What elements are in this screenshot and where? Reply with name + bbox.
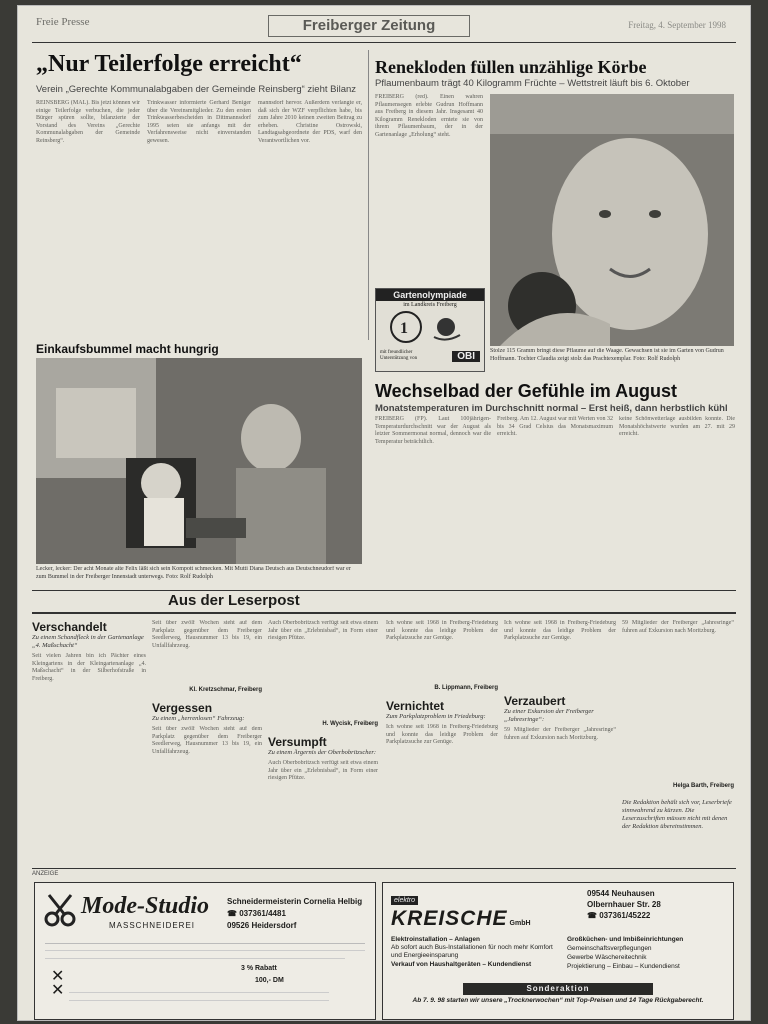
letter-body: Auch Oberbobritzsch verfügt seit etwa einem Jahr über ein „Erlebnisbad“, in Form einer riesigen Pfütze.: [268, 620, 378, 642]
letter-subtitle: Zum Parkplatzproblem in Friedeburg:: [386, 713, 486, 720]
service-item: Elektroinstallation – Anlagen: [391, 936, 480, 943]
newspaper-page: [18, 6, 750, 1020]
ad2-services-right: [567, 935, 727, 971]
mode-studio-logo: Mode-Studio: [81, 893, 210, 919]
plum-photo-caption: Stolze 115 Gramm bringt diese Pflaume auf die Waage. Gewachsen ist sie im Garten von Gudrun Hoffmann. Tochter Claudia zeigt stolz das Prachtexemplar. Foto: Rolf Rudolph: [490, 348, 724, 362]
letter-title: Verzaubert: [504, 694, 566, 708]
ad1-offer1-amount: 3 % Rabatt: [241, 965, 277, 972]
article3-headline: Einkaufsbummel macht hungrig: [36, 342, 219, 356]
gartenolympiade-logo: [375, 288, 485, 372]
letter-body-2: 59 Mitglieder der Freiberger „Jahresringe“ fuhren auf Exkursion nach Moritzburg.: [504, 727, 616, 741]
letter-signature: Helga Barth, Freiberg: [672, 783, 734, 789]
obi-logo: OBI: [452, 351, 480, 362]
scissors-icon: [41, 891, 79, 929]
article1-col2: Trinkwasser informierte Gerhard Beniger über die Vereinsmitglieder. Zu den ersten Trinkwasserbescheiden in Dittmannsdorf 1995 seien sie anfangs mit der Verfahrensweise nicht einverstanden gewesen.: [147, 100, 251, 144]
letter-body-2: Auch Oberbobritzsch verfügt seit etwa einem Jahr über ein „Erlebnisbad“, in Form einer riesigen Pfütze.: [268, 760, 378, 782]
letter-vergessen: [152, 620, 262, 866]
letter-verzaubert-cont: [622, 620, 734, 831]
sonderaktion-label: Sonderaktion: [463, 983, 653, 995]
ad2-services-left: [391, 935, 559, 969]
article1-subline: Verein „Gerechte Kommunalabgaben der Gemeinde Reinsberg“ zieht Bilanz: [36, 84, 357, 95]
kreische-logo: [391, 889, 541, 930]
kreische-logo-small: elektro: [391, 896, 418, 905]
svg-text:1: 1: [400, 320, 408, 337]
article1-col1: REINSBERG (MAL). Bis jetzt können wir einige Teilerfolge verbuchen, die jeder Bürger spüren sollte, bilanzierte der Vorstand des Vereins „Gerechte Kommunalabgaben der Gemeinde Reinsberg“.: [36, 100, 140, 144]
letter-body-2: Seit über zwölf Wochen steht auf dem Parkplatz gegenüber dem Freiberger Seedlerweg, Hausnummer 13 bis 19, ein Unfallfahrzeug.: [152, 726, 262, 755]
letter-subtitle: Zu einer Exkursion der Freiberger „Jahresringe“:: [504, 708, 594, 723]
ad1-address: 09526 Heidersdorf: [227, 921, 297, 930]
service-item: Großküchen- und Imbißeinrichtungen: [567, 936, 684, 943]
logo-subtitle: im Landkreis Freiberg: [403, 302, 457, 308]
article2-headline: Renekloden füllen unzählige Körbe: [375, 57, 647, 77]
letter-subtitle: Zu einem Schandfleck in der Gartenanlage „4. Maßschacht“: [32, 634, 144, 649]
plum-photo: [490, 94, 734, 346]
ad-elektro-kreische: [382, 882, 734, 1020]
letter-signature: B. Lippmann, Freiberg: [434, 685, 498, 691]
olympic-emblem-icon: [376, 309, 482, 345]
section-rule-bottom: [32, 612, 736, 614]
anzeige-label: ANZEIGE: [32, 871, 59, 877]
letter-title: Vergessen: [152, 701, 213, 715]
section-rule-top: [32, 590, 736, 591]
service-item: Verkauf von Haushaltgeräten – Kundendienst: [391, 961, 532, 968]
letter-body: Ich wohne seit 1968 in Freiberg-Friedeburg und konnte das leidige Problem der Parkplatzsuche zur Genüge.: [386, 620, 498, 642]
article2-col: FREIBERG (red). Einen wahren Pflaumensegen erlebte Gudrun Hoffmann aus Freiberg in diesem Jahr. Insgesamt 40 Kilogramm Renekloden erntete sie von ihrem Pflaumenbaum, der in der Gartenanlage „Erholung“ steht.: [375, 94, 483, 138]
letter-verzaubert-intro: [504, 620, 616, 867]
cross-icon: ✕: [51, 982, 65, 999]
letter-signature: H. Wycisk, Freiberg: [322, 721, 378, 727]
masthead-date: Freitag, 4. September 1998: [628, 20, 726, 30]
letter-signature: Kl. Kretzschmar, Freiberg: [189, 687, 262, 693]
mode-studio-subtitle: MASSCHNEIDEREI: [109, 921, 196, 930]
letter-versumpft: [268, 620, 378, 862]
letter-subtitle: Zu einem Ärgernis der Oberbobritzscher:: [268, 749, 377, 756]
article4-col3: keine Schönwetterlage ausbilden konnte. Die Monatshöchstwerte wurden am 27. mit 29 erreicht.: [619, 416, 735, 438]
logo-sponsor-text: mit freundlicher Unterstützung von: [380, 350, 418, 361]
letter-body: 59 Mitglieder der Freiberger „Jahresringe“ fuhren auf Exkursion nach Moritzburg.: [622, 620, 734, 634]
service-item: Projektierung – Einbau – Kundendienst: [567, 963, 680, 970]
letter-body-2: Ich wohne seit 1968 in Freiberg-Friedeburg und konnte das leidige Problem der Parkplatzsuche zur Genüge.: [386, 724, 498, 746]
logo-title: Gartenolympiade: [376, 289, 484, 301]
masthead-left: Freie Presse: [36, 16, 90, 28]
masthead-title: Freiberger Zeitung: [268, 15, 470, 37]
sonderaktion-text: Ab 7. 9. 98 starten wir unsere „Trocknerwochen“ mit Top-Preisen und 14 Tage Rückgaberecht.: [412, 997, 704, 1004]
letter-vernichtet: [386, 620, 498, 860]
article4-col1: FREIBERG (FP). Laut 100jährigen-Temperaturdurchschnitt war der August als letzter Sommermonat normal, dennoch war die Temperatur beträchtlich.: [375, 416, 491, 445]
ad2-street: Olbernhauer Str. 28: [587, 900, 661, 909]
letter-subtitle: Zu einem „herrenlosen“ Fahrzeug:: [152, 715, 245, 722]
letter-title: Verschandelt: [32, 620, 107, 634]
section-title: Aus der Leserpost: [168, 592, 300, 609]
ad1-fineprint: [45, 943, 365, 1014]
letter-title: Versumpft: [268, 735, 327, 749]
service-item: Gewerbe Wäschereitechnik: [567, 954, 647, 961]
letter-body: Ich wohne seit 1968 in Freiberg-Friedeburg und konnte das leidige Problem der Parkplatzsuche zur Genüge.: [504, 620, 616, 642]
ad-mode-studio: [34, 882, 376, 1020]
letter-verschandelt: [32, 620, 146, 871]
cross-icon: ✕: [51, 968, 65, 985]
ad-rule: [32, 868, 736, 869]
article4-col2: Freiberg. Am 12. August war mit Werten von 32 bis 34 Grad Celsius das Monatsmaximum erreicht.: [497, 416, 613, 438]
kreische-logo-suffix: GmbH: [509, 920, 531, 927]
kreische-logo-text: KREISCHE: [391, 907, 508, 930]
masthead-rule: [32, 42, 736, 43]
letter-body: Seit über zwölf Wochen steht auf dem Parkplatz gegenüber dem Freiberger Seedlerweg, Hausnummer 13 bis 19, ein Unfallfahrzeug.: [152, 620, 262, 649]
letter-title: Vernichtet: [386, 699, 445, 713]
article4-subline: Monatstemperaturen im Durchschnitt normal – Erst heiß, dann herbstlich kühl: [375, 403, 728, 414]
service-item: Gemeinschaftsverpflegungen: [567, 945, 652, 952]
ad1-phone: ☎ 037361/4481: [227, 909, 286, 918]
ad2-city: 09544 Neuhausen: [587, 889, 655, 898]
shopping-photo-caption: Lecker, lecker: Der acht Monate alte Felix läßt sich sein Kompott schmecken. Mit Mutti Diana Deutsch aus Deutschneudorf war er zum Bummel in der Freiberger Innenstadt unterwegs. Foto: Rolf Rudolph: [36, 566, 351, 580]
ad1-offer2-amount: 100,- DM: [255, 977, 284, 984]
ad1-name: Schneidermeisterin Cornelia Helbig: [227, 897, 363, 906]
article2-subline: Pflaumenbaum trägt 40 Kilogramm Früchte – Wettstreit läuft bis 6. Oktober: [375, 78, 690, 89]
service-item: Ab sofort auch Bus-Installationen für noch mehr Komfort und Energieeinsparung: [391, 944, 553, 959]
column-divider: [368, 50, 369, 340]
ad2-phone: ☎ 037361/45222: [587, 911, 651, 920]
letter-body: Seit vielen Jahren bin ich Pächter eines Kleingartens in der Kleingartenanlage „4. Maßschacht“ in der Silberhofstraße in Freiberg.: [32, 653, 146, 682]
editor-disclaimer: Die Redaktion behält sich vor, Leserbriefe sinnwahrend zu kürzen. Die Leserzuschriften müssen nicht mit denen der Redaktion übereinstimmen.: [622, 799, 732, 830]
article1-col3: mannsdorf hervor. Außerdem verlangte er, daß sich der WZF verpflichten habe, bis zum Jahre 2010 keinen zweiten Beitrag zu erheben. Christine Ostrowski, Landtagsabgeordnete der PDS, warf den Verantwortlichen vor.: [258, 100, 362, 144]
article4-headline: Wechselbad der Gefühle im August: [375, 381, 678, 401]
article1-headline: „Nur Teilerfolge erreicht“: [36, 51, 302, 77]
shopping-photo: [36, 358, 362, 564]
